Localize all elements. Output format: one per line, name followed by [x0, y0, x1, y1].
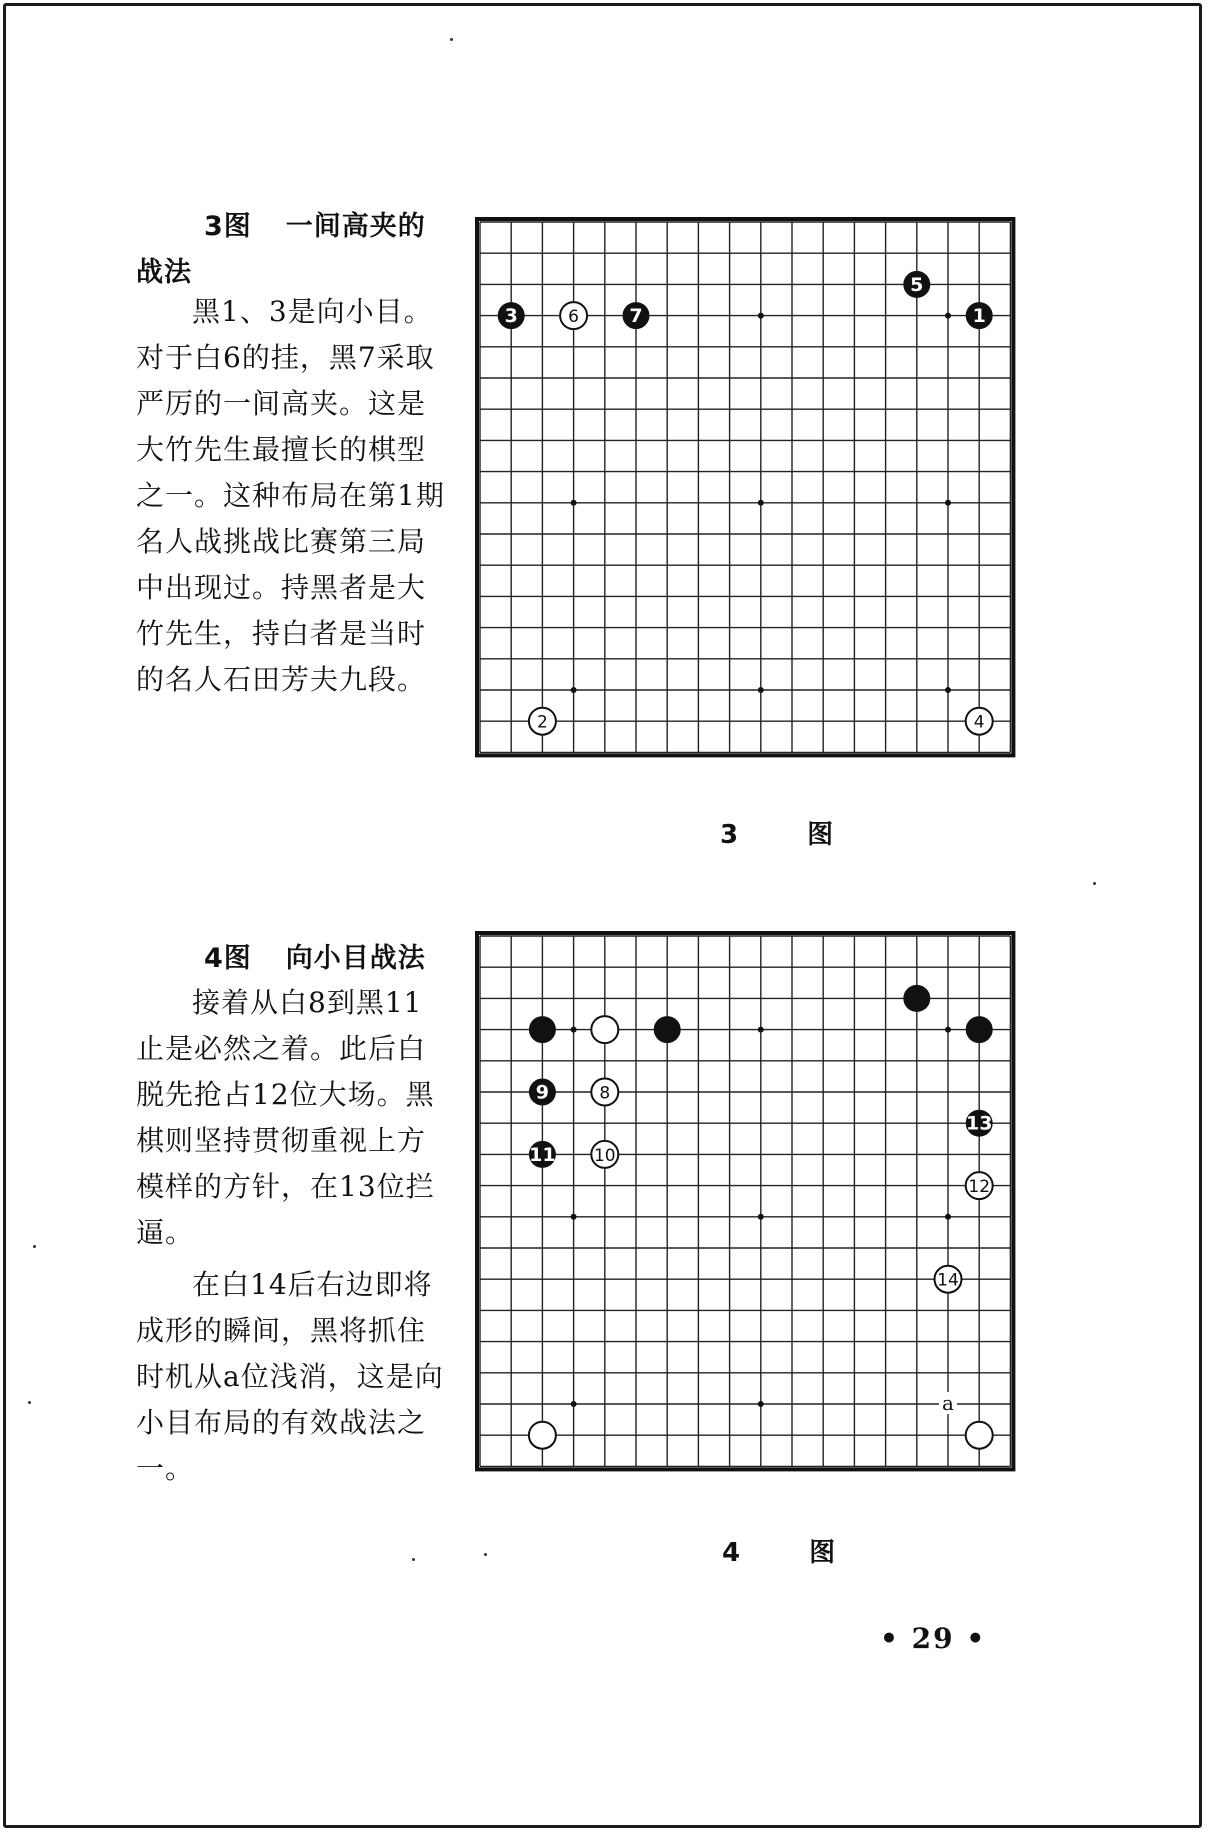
go-board-figure-3 — [470, 214, 1036, 786]
stone-move-number: 8 — [599, 1083, 611, 1104]
star-point — [945, 500, 951, 506]
star-point — [571, 1027, 577, 1033]
white-stone — [591, 1016, 618, 1043]
section3-body — [136, 289, 448, 703]
star-point — [758, 500, 764, 506]
board-frame — [477, 219, 1013, 755]
go-board-figure-4 — [470, 928, 1036, 1500]
section4-heading — [204, 936, 426, 975]
stone-move-number: 5 — [910, 273, 924, 296]
stone-move-number: 11 — [529, 1143, 556, 1166]
page-number: • 29 • — [880, 1622, 987, 1655]
star-point — [571, 687, 577, 693]
section4-body — [136, 980, 448, 1492]
scan-speck — [28, 1401, 31, 1404]
star-point — [758, 1027, 764, 1033]
star-point — [945, 1214, 951, 1220]
section3-heading — [204, 204, 426, 243]
black-stone — [903, 985, 930, 1012]
scan-speck — [484, 1553, 487, 1556]
star-point — [945, 313, 951, 319]
star-point — [758, 687, 764, 693]
star-point — [571, 500, 577, 506]
star-point — [758, 1214, 764, 1220]
white-stone — [529, 1422, 556, 1449]
stone-move-number: 1 — [972, 305, 986, 328]
stone-move-number: 10 — [593, 1145, 616, 1166]
star-point — [571, 1401, 577, 1407]
section4-figure-number: 4图 — [204, 943, 252, 974]
stone-move-number: 12 — [968, 1177, 991, 1198]
stone-move-number: 3 — [504, 305, 518, 328]
stone-move-number: 4 — [973, 712, 985, 733]
section3-figure-number: 3图 — [204, 211, 252, 242]
black-stone — [529, 1016, 556, 1043]
section3-title: 一间高夹的 — [285, 211, 426, 242]
board-mark-letter: a — [942, 1391, 954, 1415]
section4-title: 向小目战法 — [285, 943, 426, 974]
figure-4-caption: 4 图 — [722, 1538, 866, 1568]
stone-move-number: 13 — [965, 1112, 993, 1135]
star-point — [571, 1214, 577, 1220]
white-stone — [966, 1422, 993, 1449]
section4-paragraph-2: 在白14后右边即将成形的瞬间，黑将抓住时机从a位浅消，这是向小目布局的有效战法之一。 — [136, 1268, 444, 1485]
stone-move-number: 6 — [568, 307, 580, 328]
star-point — [945, 687, 951, 693]
stone-move-number: 2 — [536, 712, 548, 733]
section3-paragraph: 黑1、3是向小目。对于白6的挂，黑7采取严厉的一间高夹。这是大竹先生最擅长的棋型之一。这种布局在第1期名人战挑战比赛第三局中出现过。持黑者是大竹先生，持白者是当时的名人石田芳夫九段。 — [136, 295, 445, 696]
board-frame — [477, 933, 1013, 1469]
star-point — [758, 1401, 764, 1407]
black-stone — [966, 1016, 993, 1043]
scan-speck — [33, 1245, 36, 1248]
section3-heading-cont: 战法 — [136, 257, 192, 288]
star-point — [758, 313, 764, 319]
scan-speck — [1093, 882, 1096, 885]
stone-move-number: 9 — [535, 1081, 550, 1104]
stone-move-number: 14 — [937, 1270, 959, 1291]
scan-speck — [412, 1558, 415, 1561]
stone-move-number: 7 — [629, 305, 643, 328]
section4-paragraph-1: 接着从白8到黑11止是必然之着。此后白脱先抢占12位大场。黑棋则坚持贯彻重视上方模样的方针，在13位拦逼。 — [136, 986, 435, 1249]
figure-3-caption: 3 图 — [720, 820, 864, 850]
black-stone — [654, 1016, 681, 1043]
star-point — [945, 1027, 951, 1033]
scan-speck — [450, 38, 453, 41]
